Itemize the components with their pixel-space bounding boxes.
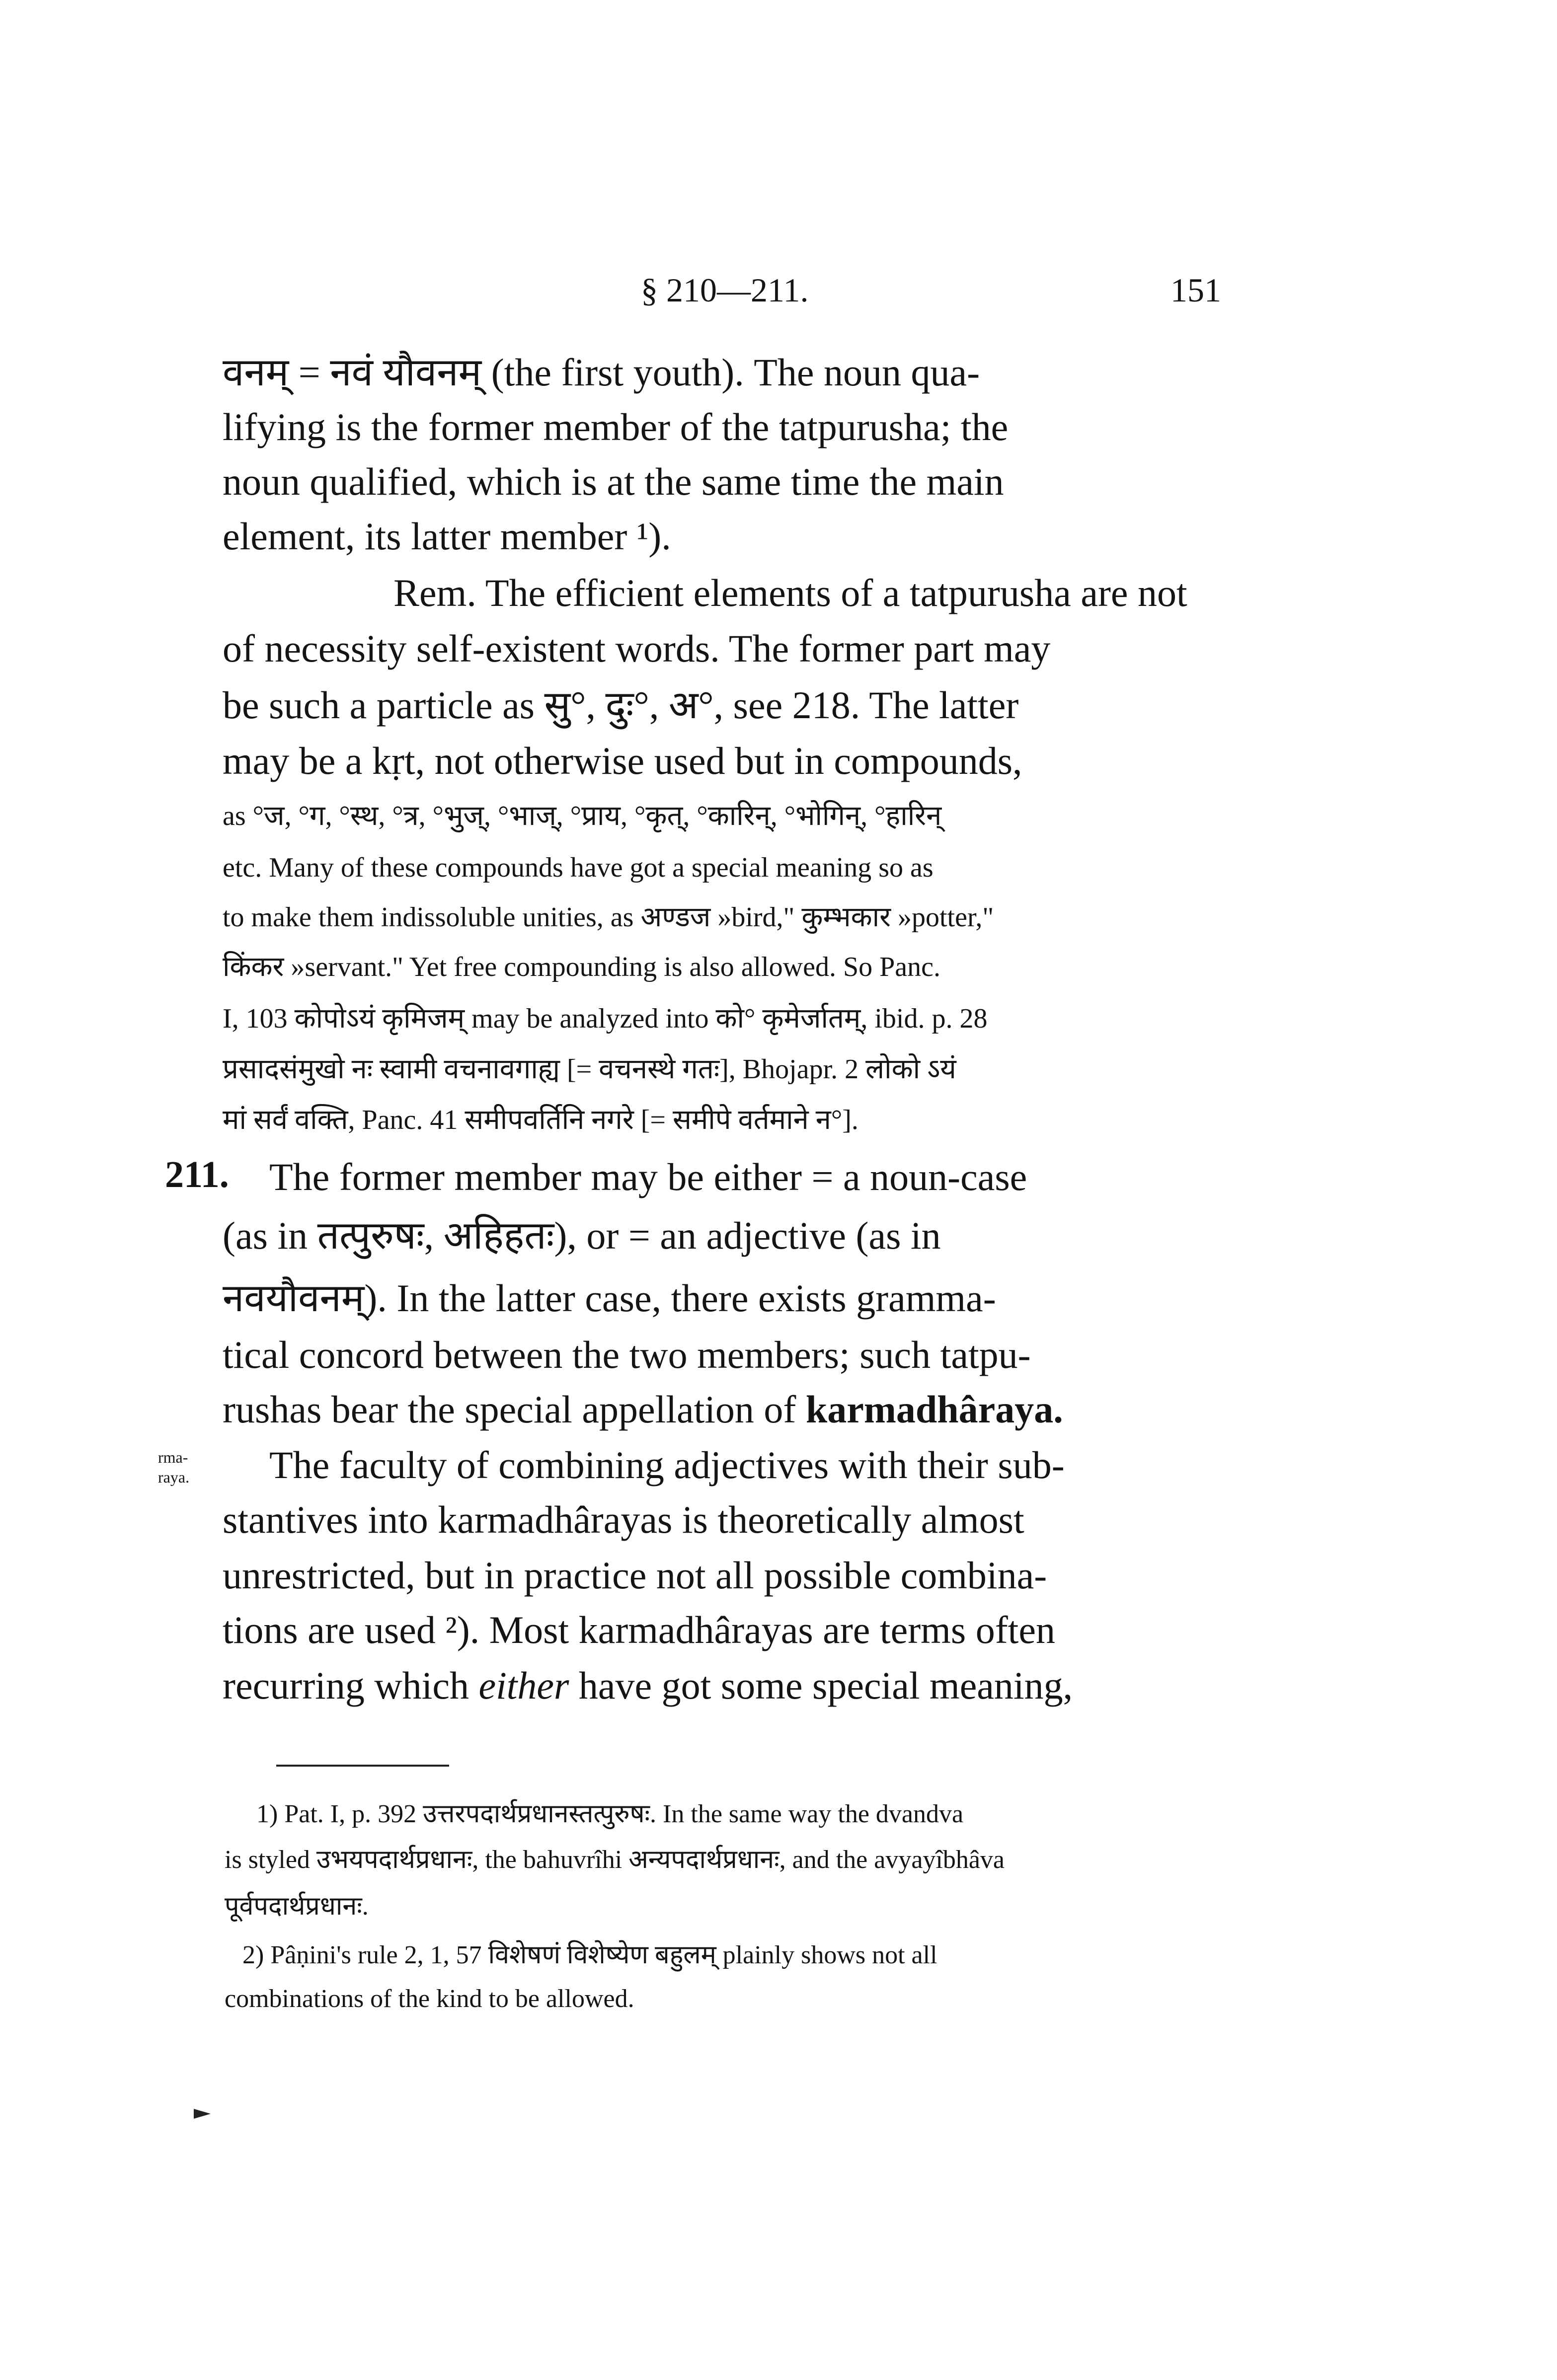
section-line-text: rushas bear the special appellation of xyxy=(223,1388,796,1431)
body-line: noun qualified, which is at the same time the main xyxy=(223,460,1004,503)
section-line: (as in तत्पुरुषः, अहिहतः), or = an adjective (as in xyxy=(223,1214,941,1257)
karmadharaya-term: karmadhâraya. xyxy=(805,1388,1063,1431)
body-line: lifying is the former member of the tatpurusha; the xyxy=(223,405,1009,448)
page-number: 151 xyxy=(1170,271,1221,309)
last-line-start: recurring which xyxy=(223,1664,479,1707)
rem-small-line: मां सर्वं वक्ति, Panc. 41 समीपवर्तिनि नगरे [= समीपे वर्तमाने न°]. xyxy=(223,1105,858,1135)
footnote-1-line: पूर्वपदार्थप्रधानः. xyxy=(225,1892,369,1921)
body-line: वनम् = नवं यौवनम् (the first youth). The noun qua- xyxy=(223,351,980,394)
body-line: element, its latter member ¹). xyxy=(223,515,671,558)
section-line: The former member may be either = a noun-case xyxy=(269,1155,1027,1198)
print-mark xyxy=(194,2109,211,2119)
footnote-2-line: 2) Pâṇini's rule 2, 1, 57 विशेषणं विशेष्येण बहुलम् plainly shows not all xyxy=(242,1941,937,1969)
paragraph-line: stantives into karmadhârayas is theoretically almost xyxy=(223,1498,1024,1541)
body-line: may be a kṛt, not otherwise used but in compounds, xyxy=(223,739,1022,782)
rem-small-line: as °ज, °ग, °स्थ, °त्र, °भुज्, °भाज्, °प्राय, °कृत्, °कारिन्, °भोगिन्, °हारिन् xyxy=(223,801,942,831)
rem-small-line: प्रसादसंमुखो नः स्वामी वचनावगाह्य [= वचनस्थे गतः], Bhojapr. 2 लोको ऽयं xyxy=(223,1054,956,1085)
footnote-1-line: 1) Pat. I, p. 392 उत्तरपदार्थप्रधानस्तत्पुरुषः. In the same way the dvandva xyxy=(256,1800,964,1828)
rem-line: Rem. The efficient elements of a tatpurusha are not xyxy=(393,571,1187,614)
section-line: tical concord between the two members; such tatpu- xyxy=(223,1333,1031,1376)
rem-small-line: etc. Many of these compounds have got a special meaning so as xyxy=(223,852,934,883)
margin-note: rma- xyxy=(158,1448,188,1466)
rem-small-line: to make them indissoluble unities, as अण्डज »bird," कुम्भकार »potter," xyxy=(223,902,994,933)
running-header-section: § 210—211. xyxy=(641,271,809,309)
margin-note: raya. xyxy=(158,1468,190,1486)
paragraph-line: unrestricted, but in practice not all possible combina- xyxy=(223,1554,1047,1597)
paragraph-line: tions are used ²). Most karmadhârayas are terms often xyxy=(223,1608,1055,1651)
paragraph-line: The faculty of combining adjectives with their sub- xyxy=(269,1443,1065,1487)
rem-small-line: किंकर »servant." Yet free compounding is also allowed. So Panc. xyxy=(223,952,940,982)
section-line xyxy=(223,1386,1063,1433)
last-line-end: have got some special meaning, xyxy=(569,1664,1073,1707)
rem-small-line: I, 103 कोपोऽयं कृमिजम् may be analyzed into को° कृमेर्जातम्, ibid. p. 28 xyxy=(223,1003,988,1034)
emphasis-either: either xyxy=(478,1664,569,1707)
body-line: of necessity self-existent words. The former part may xyxy=(223,627,1051,670)
section-number: 211. xyxy=(165,1154,229,1195)
section-line: नवयौवनम्). In the latter case, there exists gramma- xyxy=(223,1276,996,1320)
paragraph-line xyxy=(223,1662,1073,1710)
footnote-divider xyxy=(276,1765,449,1767)
body-line: be such a particle as सु°, दुः°, अ°, see 218. The latter xyxy=(223,683,1019,727)
footnote-2-line: combinations of the kind to be allowed. xyxy=(225,1985,634,2013)
footnote-1-line: is styled उभयपदार्थप्रधानः, the bahuvrîhi अन्यपदार्थप्रधानः, and the avyayîbhâva xyxy=(225,1846,1005,1874)
